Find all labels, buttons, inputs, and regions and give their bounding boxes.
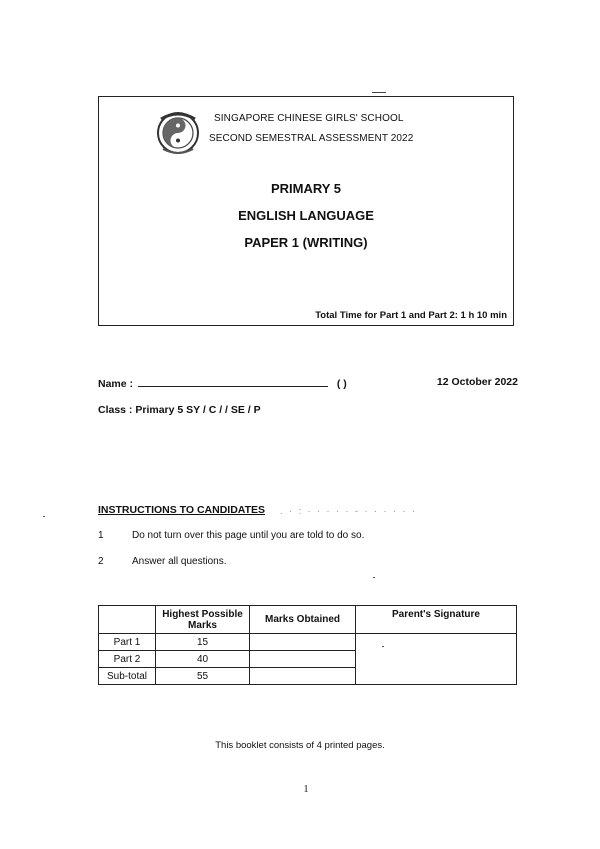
- table-header-blank: [99, 606, 156, 634]
- scan-mark: [372, 92, 386, 93]
- school-crest-icon: [155, 109, 201, 155]
- scan-noise: . · : · · · · · - · · · · · ·: [280, 506, 417, 516]
- row-highest: 40: [156, 651, 250, 668]
- instruction-number: 1: [98, 530, 104, 541]
- scan-speck: [373, 577, 375, 578]
- row-highest: 55: [156, 668, 250, 685]
- instruction-text: Do not turn over this page until you are told to do so.: [132, 530, 365, 541]
- level-title: PRIMARY 5: [270, 181, 342, 196]
- name-label: Name :: [98, 378, 134, 390]
- row-label: Part 1: [99, 634, 156, 651]
- row-label: Sub-total: [99, 668, 156, 685]
- row-obtained[interactable]: [250, 634, 356, 651]
- scan-speck: [382, 646, 384, 647]
- table-row: [99, 634, 517, 651]
- name-field[interactable]: [138, 376, 328, 387]
- table-header-obtained: Marks Obtained: [250, 606, 356, 634]
- instruction-number: 2: [98, 556, 104, 567]
- paper-title: PAPER 1 (WRITING): [244, 235, 368, 250]
- table-header-highest: Highest Possible Marks: [156, 606, 250, 634]
- total-time: Total Time for Part 1 and Part 2: 1 h 10 min: [315, 310, 507, 321]
- row-highest: 15: [156, 634, 250, 651]
- scan-speck: [43, 516, 45, 517]
- instruction-item: [98, 530, 364, 541]
- page-number: 1: [303, 784, 309, 795]
- exam-date: 12 October 2022: [436, 376, 518, 388]
- assessment-title: SECOND SEMESTRAL ASSESSMENT 2022: [209, 133, 414, 144]
- table-header-signature: Parent's Signature: [356, 606, 517, 634]
- booklet-note: This booklet consists of 4 printed pages.: [215, 740, 385, 751]
- index-number-field[interactable]: ( ): [336, 378, 347, 390]
- table-header-row: [99, 606, 517, 634]
- instructions-title: INSTRUCTIONS TO CANDIDATES: [98, 504, 266, 516]
- subject-title: ENGLISH LANGUAGE: [238, 208, 374, 223]
- row-label: Part 2: [99, 651, 156, 668]
- row-obtained[interactable]: [250, 668, 356, 685]
- marks-table: [98, 605, 517, 685]
- cover-header-box: [98, 96, 514, 326]
- school-name: SINGAPORE CHINESE GIRLS' SCHOOL: [214, 113, 404, 124]
- row-obtained[interactable]: [250, 651, 356, 668]
- parent-signature-cell[interactable]: [356, 634, 517, 685]
- class-label: Class : Primary 5 SY / C / / SE / P: [98, 404, 261, 416]
- name-row: [98, 376, 518, 390]
- instruction-text: Answer all questions.: [132, 556, 227, 567]
- instruction-item: [98, 556, 227, 567]
